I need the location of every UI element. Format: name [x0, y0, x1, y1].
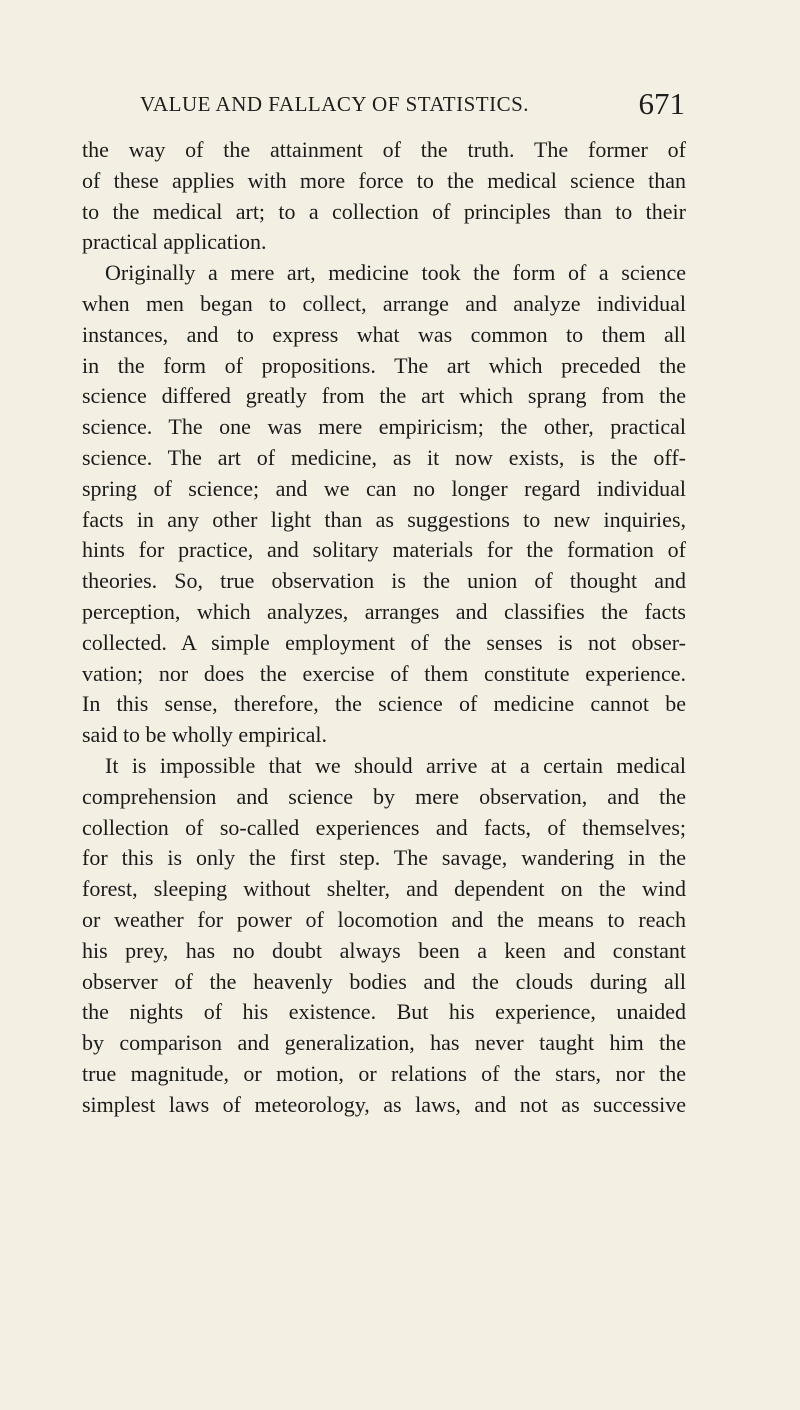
- text-line: or weather for power of locomotion and the means to reach: [82, 906, 686, 932]
- text-line: to the medical art; to a collection of principles than to their: [82, 198, 686, 224]
- text-line: science. The one was mere empiricism; the other, practical: [82, 414, 686, 440]
- page-number: 671: [638, 86, 685, 121]
- text-line: by comparison and generalization, has never taught him the: [82, 1030, 686, 1056]
- text-line: perception, which analyzes, arranges and classifies the facts: [82, 598, 686, 624]
- text-line: science. The art of medicine, as it now exists, is the off-: [82, 444, 686, 470]
- text-line: of these applies with more force to the medical science than: [82, 167, 686, 193]
- text-line: collected. A simple employment of the senses is not obser-: [82, 629, 686, 655]
- text-line: Originally a mere art, medicine took the form of a science: [105, 260, 686, 286]
- text-line: for this is only the first step. The savage, wandering in the: [82, 845, 686, 871]
- running-title: VALUE AND FALLACY OF STATISTICS.: [140, 92, 530, 116]
- text-line: theories. So, true observation is the union of thought and: [82, 568, 686, 594]
- text-line: said to be wholly empirical.: [82, 722, 327, 748]
- text-line: In this sense, therefore, the science of medicine cannot be: [82, 691, 686, 717]
- text-line: science differed greatly from the art which sprang from the: [82, 383, 686, 409]
- text-line: forest, sleeping without shelter, and dependent on the wind: [82, 876, 686, 902]
- text-line: vation; nor does the exercise of them constitute experience.: [82, 660, 686, 686]
- paragraph: [82, 751, 686, 1121]
- body-text: [82, 135, 686, 1121]
- text-line: practical application.: [82, 229, 267, 255]
- text-line: the nights of his existence. But his experience, unaided: [82, 999, 686, 1025]
- text-line: his prey, has no doubt always been a keen and constant: [82, 937, 686, 963]
- text-line: instances, and to express what was common to them all: [82, 321, 686, 347]
- paragraph: [82, 135, 686, 258]
- text-line: spring of science; and we can no longer regard individual: [82, 475, 686, 501]
- paragraph: [82, 258, 686, 751]
- text-line: It is impossible that we should arrive at a certain medical: [105, 752, 686, 778]
- text-line: hints for practice, and solitary materials for the formation of: [82, 537, 686, 563]
- text-line: collection of so-called experiences and facts, of themselves;: [82, 814, 686, 840]
- text-line: observer of the heavenly bodies and the clouds during all: [82, 968, 686, 994]
- text-line: comprehension and science by mere observation, and the: [82, 783, 686, 809]
- running-head: [140, 86, 685, 120]
- text-line: when men began to collect, arrange and analyze individual: [82, 290, 686, 316]
- text-line: in the form of propositions. The art which preceded the: [82, 352, 686, 378]
- text-line: simplest laws of meteorology, as laws, and not as successive: [82, 1091, 686, 1117]
- text-line: facts in any other light than as suggestions to new inquiries,: [82, 506, 686, 532]
- text-line: the way of the attainment of the truth. The former of: [82, 137, 686, 162]
- text-line: true magnitude, or motion, or relations of the stars, nor the: [82, 1060, 686, 1086]
